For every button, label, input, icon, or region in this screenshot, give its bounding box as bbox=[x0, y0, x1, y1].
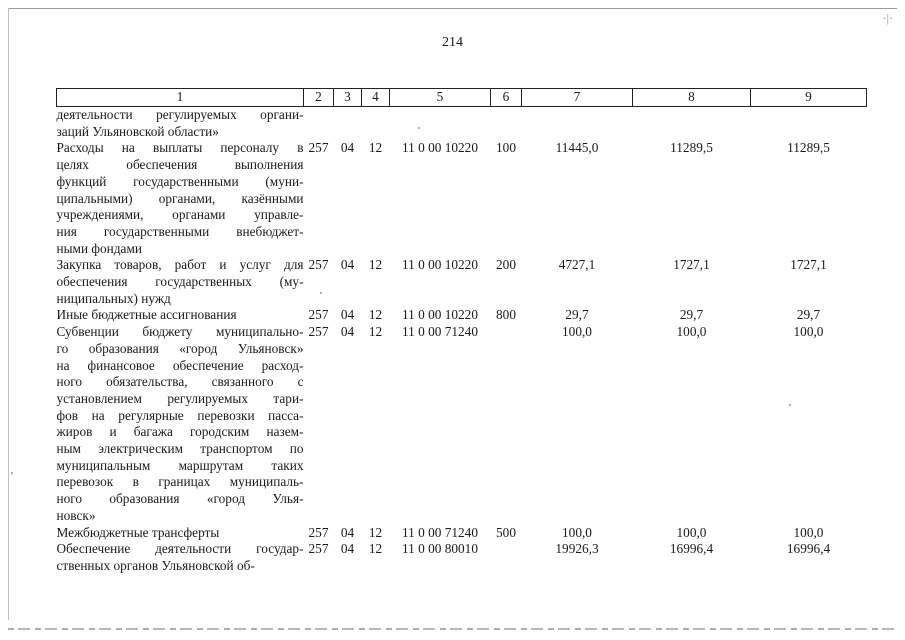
column-header: 9 bbox=[751, 89, 867, 107]
row-label-line: функций государственными (муни- bbox=[56, 173, 304, 189]
table-header-row bbox=[57, 89, 867, 107]
amount-col-8: 100,0 bbox=[676, 324, 707, 340]
row-label-line: деятельности регулируемых органи- bbox=[56, 107, 304, 122]
code-target-article: 11 0 00 10220 bbox=[402, 257, 478, 273]
scan-speck bbox=[789, 404, 791, 406]
scan-speck bbox=[11, 472, 13, 474]
row-label-line: учреждениями, органами управле- bbox=[56, 207, 304, 223]
column-header: 7 bbox=[522, 89, 633, 107]
row-label-line: ственных органов Ульяновской об- bbox=[56, 557, 255, 573]
amount-col-9 bbox=[751, 107, 867, 141]
code-ministry: 257 bbox=[308, 524, 329, 540]
row-label-line: ципальными) органами, казёнными bbox=[56, 190, 304, 206]
table-row bbox=[57, 324, 867, 524]
code-ministry: 257 bbox=[308, 140, 329, 156]
code-expense-type bbox=[491, 541, 522, 574]
code-target-article: 11 0 00 10220 bbox=[402, 307, 478, 323]
amount-col-8: 100,0 bbox=[676, 524, 707, 540]
table-row bbox=[57, 107, 867, 141]
code-section bbox=[334, 107, 362, 141]
row-label-line: ния государственными внебюджет- bbox=[56, 223, 304, 239]
scan-speck bbox=[320, 292, 322, 294]
page-edge-left bbox=[8, 8, 9, 620]
row-label-line: Закупка товаров, работ и услуг для bbox=[56, 257, 304, 273]
scan-speck bbox=[418, 127, 420, 129]
table-row bbox=[57, 307, 867, 324]
code-subsection: 12 bbox=[368, 524, 383, 540]
code-target-article: 11 0 00 71240 bbox=[402, 524, 478, 540]
page-number: 214 bbox=[442, 35, 463, 50]
code-subsection: 12 bbox=[368, 257, 383, 273]
code-section: 04 bbox=[340, 257, 355, 273]
code-target-article: 11 0 00 71240 bbox=[402, 324, 478, 340]
row-label-line: ного обязательства, связанного с bbox=[56, 374, 304, 390]
code-subsection bbox=[362, 107, 390, 141]
column-header: 4 bbox=[362, 89, 390, 107]
code-section: 04 bbox=[340, 140, 355, 156]
code-section: 04 bbox=[340, 324, 355, 340]
row-label bbox=[57, 541, 304, 574]
row-label bbox=[57, 324, 304, 524]
amount-col-7: 100,0 bbox=[562, 524, 592, 540]
row-label-line: новск» bbox=[56, 507, 96, 523]
row-label bbox=[57, 107, 304, 141]
code-section: 04 bbox=[340, 524, 355, 540]
row-label-line: перевозок в границах муниципаль- bbox=[56, 474, 304, 490]
code-subsection: 12 bbox=[368, 307, 383, 323]
row-label-line: установлением регулируемых тари- bbox=[56, 390, 304, 406]
column-header: 6 bbox=[491, 89, 522, 107]
code-section: 04 bbox=[340, 307, 355, 323]
amount-col-8: 11289,5 bbox=[670, 140, 713, 156]
code-subsection: 12 bbox=[368, 324, 383, 340]
code-section: 04 bbox=[340, 541, 355, 557]
column-header: 3 bbox=[334, 89, 362, 107]
row-label bbox=[57, 140, 304, 257]
row-label-line: на финансовое обеспечение расход- bbox=[56, 357, 304, 373]
amount-col-9: 1727,1 bbox=[790, 257, 827, 273]
code-subsection: 12 bbox=[368, 140, 383, 156]
budget-table bbox=[56, 88, 867, 575]
row-label-line: го образования «город Ульяновск» bbox=[56, 340, 304, 356]
code-expense-type bbox=[491, 107, 522, 141]
scan-artifact-line bbox=[8, 628, 897, 630]
column-header: 2 bbox=[304, 89, 334, 107]
amount-col-9: 100,0 bbox=[793, 524, 824, 540]
code-target-article: 11 0 00 10220 bbox=[402, 140, 478, 156]
column-header: 8 bbox=[633, 89, 751, 107]
column-header: 5 bbox=[390, 89, 491, 107]
table-row bbox=[57, 140, 867, 257]
row-label-line: ными фондами bbox=[56, 240, 142, 256]
row-label-line: ного образования «город Улья- bbox=[56, 491, 304, 507]
row-label-line: ниципальных) нужд bbox=[56, 290, 171, 306]
corner-mark: ·|· bbox=[882, 11, 893, 25]
code-ministry bbox=[304, 107, 334, 141]
row-label-line: Межбюджетные трансферты bbox=[56, 524, 220, 540]
code-ministry: 257 bbox=[308, 307, 329, 323]
amount-col-7: 29,7 bbox=[565, 307, 589, 323]
code-subsection: 12 bbox=[368, 541, 383, 557]
row-label-line: ным электрическим транспортом по bbox=[56, 441, 304, 457]
row-label-line: Обеспечение деятельности государ- bbox=[56, 541, 304, 557]
amount-col-8: 29,7 bbox=[679, 307, 704, 323]
amount-col-7: 11445,0 bbox=[555, 140, 599, 156]
code-ministry: 257 bbox=[308, 541, 329, 557]
code-expense-type: 500 bbox=[496, 524, 516, 540]
row-label bbox=[57, 307, 304, 324]
row-label-line: муниципальным маршрутам таких bbox=[56, 457, 304, 473]
column-header: 1 bbox=[57, 89, 304, 107]
page-edge-top bbox=[8, 8, 897, 9]
amount-col-7 bbox=[522, 107, 633, 141]
amount-col-9: 11289,5 bbox=[787, 140, 830, 156]
code-expense-type bbox=[491, 324, 522, 524]
code-expense-type: 100 bbox=[496, 140, 516, 156]
code-expense-type: 200 bbox=[496, 257, 516, 273]
row-label bbox=[57, 257, 304, 307]
row-label-line: обеспечения государственных (му- bbox=[56, 274, 304, 290]
code-target-article bbox=[390, 107, 491, 141]
amount-col-7: 19926,3 bbox=[555, 541, 599, 557]
table-row bbox=[57, 525, 867, 542]
row-label-line: Иные бюджетные ассигнования bbox=[56, 307, 237, 323]
row-label bbox=[57, 525, 304, 542]
row-label-line: целях обеспечения выполнения bbox=[56, 157, 304, 173]
amount-col-8: 1727,1 bbox=[673, 257, 710, 273]
row-label-line: Расходы на выплаты персоналу в bbox=[56, 140, 304, 156]
amount-col-7: 100,0 bbox=[562, 324, 592, 340]
amount-col-8: 16996,4 bbox=[669, 541, 714, 557]
amount-col-9: 100,0 bbox=[793, 324, 824, 340]
code-ministry: 257 bbox=[308, 324, 329, 340]
table-body bbox=[57, 107, 867, 575]
amount-col-7: 4727,1 bbox=[558, 257, 596, 273]
row-label-line: заций Ульяновской области» bbox=[56, 123, 219, 139]
row-label-line: Субвенции бюджету муниципально- bbox=[56, 324, 304, 340]
amount-col-9: 16996,4 bbox=[786, 541, 831, 557]
code-ministry: 257 bbox=[308, 257, 329, 273]
code-target-article: 11 0 00 80010 bbox=[402, 541, 478, 557]
amount-col-8 bbox=[633, 107, 751, 141]
row-label-line: жиров и багажа городским назем- bbox=[56, 424, 304, 440]
code-expense-type: 800 bbox=[496, 307, 516, 323]
amount-col-9: 29,7 bbox=[796, 307, 821, 323]
table-row bbox=[57, 257, 867, 307]
row-label-line: фов на регулярные перевозки пасса- bbox=[56, 407, 304, 423]
table-row bbox=[57, 541, 867, 574]
